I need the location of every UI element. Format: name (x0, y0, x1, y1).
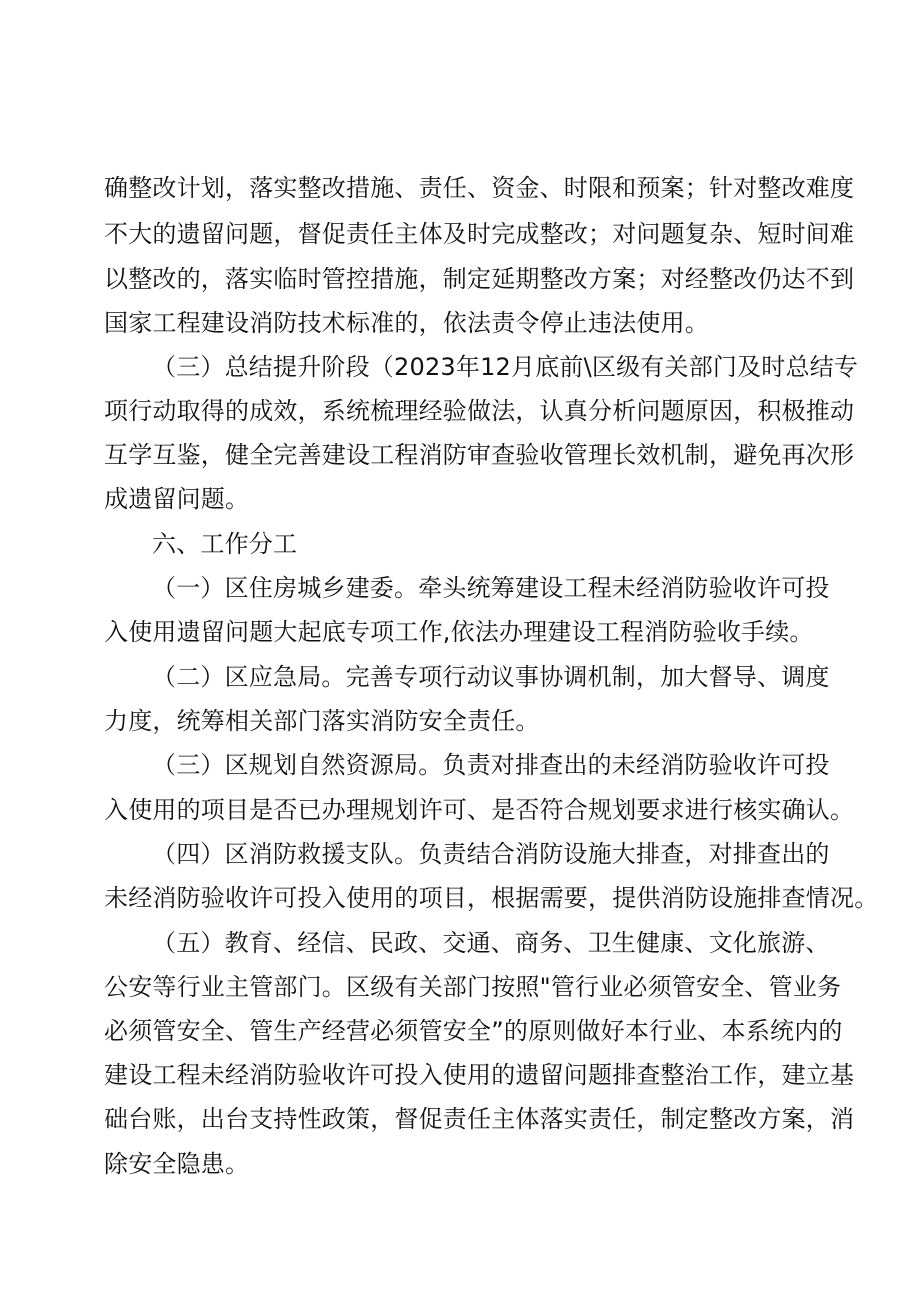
text-line: 项行动取得的成效，系统梳理经验做法，认真分析问题原因，积极推动 (104, 397, 855, 425)
text-line: 公安等行业主管部门。区级有关部门按照"管行业必须管安全、管业务 (104, 973, 842, 1001)
text-line: 互学互鉴，健全完善建设工程消防审查验收管理长效机制，避免再次形 (104, 441, 855, 469)
text-line: 未经消防验收许可投入使用的项目，根据需要，提供消防设施排查情况。 (104, 884, 879, 912)
text-line: 以整改的，落实临时管控措施，制定延期整改方案；对经整改仍达不到 (104, 265, 855, 293)
text-line: 成遗留问题。 (104, 485, 250, 513)
text-line: 国家工程建设消防技术标准的，依法责令停止违法使用。 (104, 309, 709, 337)
text-line: 不大的遗留问题，督促责任主体及时完成整改；对问题复杂、短时间难 (104, 220, 855, 248)
section-heading: 六、工作分工 (152, 530, 298, 558)
text-line: 入使用遗留问题大起底专项工作,依法办理建设工程消防验收手续。 (104, 618, 814, 646)
text-line: 确整改计划，落实整改措施、责任、资金、时限和预案；针对整改难度 (104, 174, 855, 202)
text-line: 入使用的项目是否已办理规划许可、是否符合规划要求进行核实确认。 (104, 796, 855, 824)
paragraph-start: （五）教育、经信、民政、交通、商务、卫生健康、文化旅游、 (152, 929, 830, 957)
paragraph-start: （四）区消防救援支队。负责结合消防设施大排查，对排查出的 (152, 840, 830, 868)
paragraph-start: （一）区住房城乡建委。牵头统筹建设工程未经消防验收许可投 (152, 574, 830, 602)
text-line: 除安全隐患。 (104, 1150, 250, 1178)
paragraph-start: （二）区应急局。完善专项行动议事协调机制，加大督导、调度 (152, 663, 830, 691)
text-line: 力度，统筹相关部门落实消防安全责任。 (104, 707, 540, 735)
text-line: 础台账，出台支持性政策，督促责任主体落实责任，制定整改方案，消 (104, 1105, 855, 1133)
text-line: 建设工程未经消防验收许可投入使用的遗留问题排查整治工作，建立基 (104, 1061, 855, 1089)
paragraph-start: （三）总结提升阶段（2023年12月底前\区级有关部门及时总结专 (152, 353, 859, 381)
paragraph-start: （三）区规划自然资源局。负责对排查出的未经消防验收许可投 (152, 751, 830, 779)
text-line: 必须管安全、管生产经营必须管安全”的原则做好本行业、本系统内的 (104, 1017, 843, 1045)
